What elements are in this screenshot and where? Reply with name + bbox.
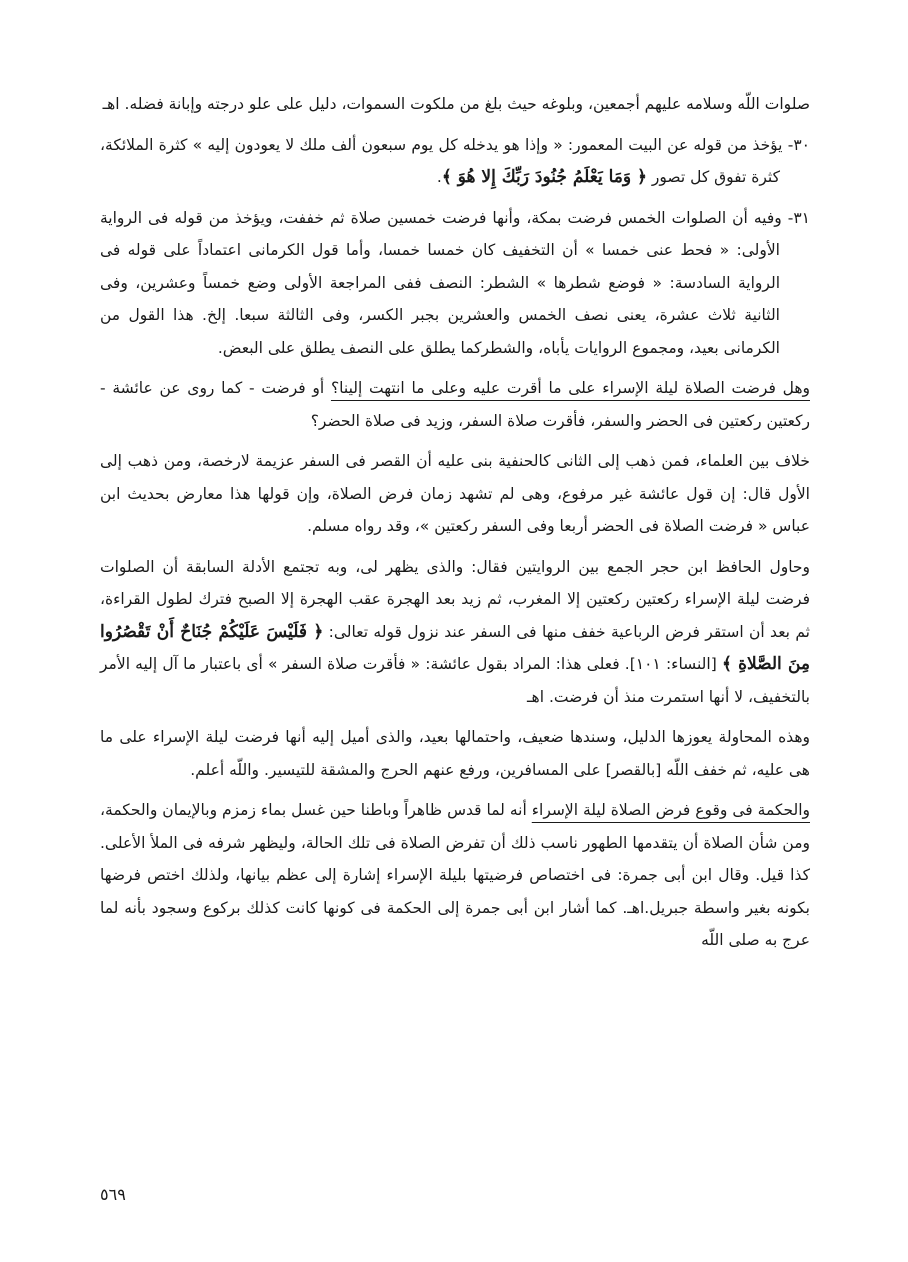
- text-segment: يؤخذ من قوله عن البيت المعمور: « وإذا هو يدخله كل يوم سبعون ألف ملك لا يعودون إليه » كثرة الملائكة، كثرة تفوق كل تصور: [100, 135, 788, 186]
- text-segment: وفيه أن الصلوات الخمس فرضت بمكة، وأنها فرضت خمسين صلاة ثم خففت، ويؤخذ من قوله فى الرواية الأولى: « فحط عنى خمسا » أن التخفيف كان خمسا خمسا، وأما قول الكرمانى اعتماداً على قوله فى الرواية السادسة: « فوضع شطرها » الشطر: النصف ففى المراجعة الأولى وضع خمساً وعشرين، وفى الثانية ثلاث عشرة، يعنى نصف الخمس والعشرين بجبر الكسر، وفى الثالثة سبعا. إلخ. هذا القول من الكرمانى بعيد، ومجموع الروايات يأباه، والشطركما يطلق على النصف يطلق على البعض.: [100, 208, 788, 357]
- text-segment: أو فرضت - كما روى عن عائشة - ركعتين ركعتين فى الحضر والسفر، فأقرت صلاة السفر، وزيد فى صلاة الحضر؟: [100, 379, 810, 430]
- underlined-heading: والحكمة فى وقوع فرض الصلاة ليلة الإسراء: [531, 801, 810, 819]
- underlined-heading: وهل فرضت الصلاة ليلة الإسراء على ما أقرت عليه وعلى ما انتهت إلينا؟: [330, 379, 810, 397]
- text-segment: صلوات اللّه وسلامه عليهم أجمعين، وبلوغه حيث بلغ من ملكوت السموات، دليل على علو درجته وإبانة فضله. اهـ: [102, 95, 810, 113]
- text-segment: [النساء: ١٠١]. فعلى هذا: المراد بقول عائشة: « فأقرت صلاة السفر » أى باعتبار ما آل إليه الأمر بالتخفيف، لا أنها استمرت منذ أن فرضت. اهـ: [100, 655, 810, 706]
- text-segment: وهذه المحاولة يعوزها الدليل، وسندها ضعيف، واحتمالها بعيد، والذى أميل إليه أنها فرضت ليلة الإسراء على ما هى عليه، ثم خفف اللّه [بالقصر] على المسافرين، ورفع عنهم الحرج والمشقة للتيسير. واللّه أعلم.: [100, 728, 810, 779]
- text-segment: وحاول الحافظ ابن حجر الجمع بين الروايتين فقال: والذى يظهر لى، وبه تجتمع الأدلة السابقة أن الصلوات فرضت ليلة الإسراء ركعتين ركعتين إلا المغرب، ثم زيد بعد الهجرة عقب الهجرة إلا الصبح فترك لطول القراءة، ثم بعد أن استقر فرض الرباعية خفف منها فى السفر عند نزول قوله تعالى:: [100, 557, 810, 641]
- paragraph-opinion: [100, 721, 810, 786]
- quran-verse: ﴿ وَمَا يَعْلَمُ جُنُودَ رَبِّكَ إِلا هُوَ ﴾: [441, 167, 647, 187]
- quran-verse: ﴿ فَلَيْسَ عَلَيْكُمْ جُنَاحٌ أَنْ تَقْصُرُوا مِنَ الصَّلاةِ ﴾: [100, 621, 810, 674]
- paragraph-dispute: [100, 445, 810, 543]
- paragraph-question: [100, 372, 810, 437]
- item-31: [100, 202, 810, 365]
- text-segment: خلاف بين العلماء، فمن ذهب إلى الثانى كالحنفية بنى عليه أن القصر فى السفر عزيمة لارخصة، ومن ذهب إلى الأول قال: إن قول عائشة غير مرفوع، وهى لم تشهد زمان فرض الصلاة، وإن قولها هذا معارض بحديث ابن عباس « فرضت الصلاة فى الحضر أربعا وفى السفر ركعتين »، وقد رواه مسلم.: [100, 452, 810, 535]
- paragraph-continuation: [100, 88, 810, 121]
- paragraph-ibn-hajar: [100, 551, 810, 714]
- page-number: ٥٦٩: [100, 1185, 126, 1204]
- item-30: [100, 129, 810, 194]
- text-segment: .: [436, 168, 442, 186]
- text-segment: أنه لما قدس ظاهراً وباطنا حين غسل بماء زمزم وبالإيمان والحكمة، ومن شأن الصلاة أن يتقدمها الطهور ناسب ذلك أن تفرض الصلاة فى تلك الحالة، وليظهر شرفه فى الملأ الأعلى. كذا قيل. وقال ابن أبى جمرة: فى اختصاص فرضيتها بليلة الإسراء إشارة إلى عظم بيانها، ولذلك اختص فرضها بكونه بغير واسطة جبريل.اهـ. كما أشار ابن أبى جمرة إلى الحكمة فى كونها كانت كذلك بركوع وسجود بأنه لما عرج به صلى اللّه: [100, 801, 810, 949]
- page-body: [100, 88, 810, 957]
- item-number: ٣١-: [787, 208, 810, 227]
- item-number: ٣٠-: [787, 135, 810, 154]
- paragraph-wisdom: [100, 794, 810, 957]
